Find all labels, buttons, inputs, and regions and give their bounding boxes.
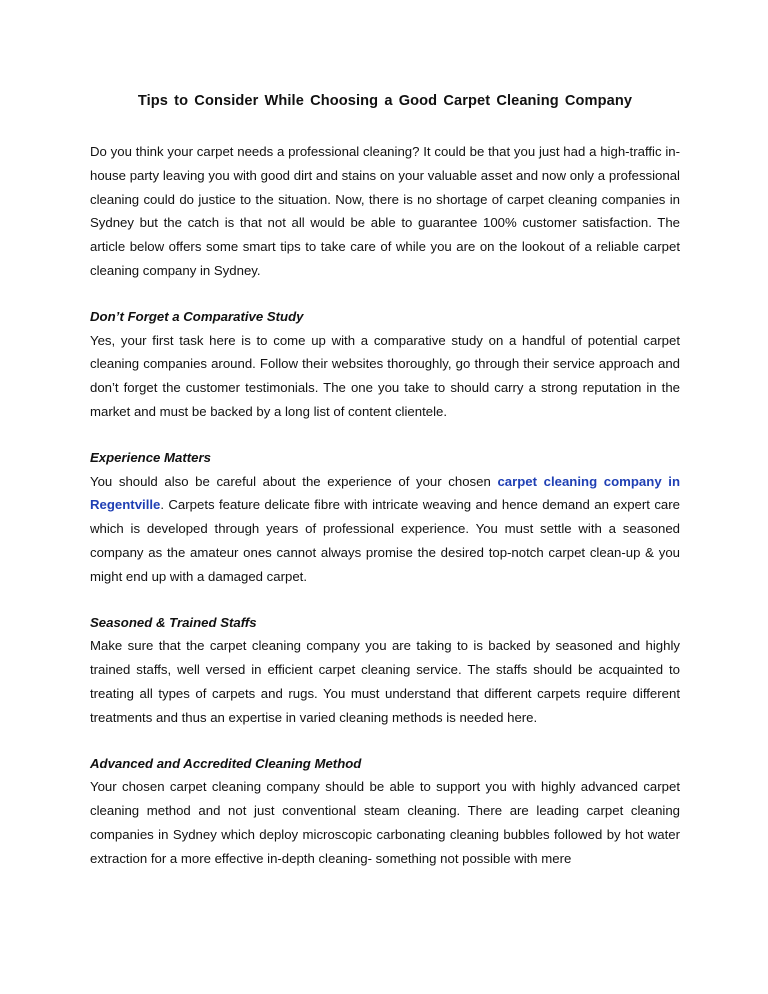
section-experience-matters [90,446,680,589]
section-heading: Experience Matters [90,449,211,465]
section-cleaning-method [90,752,680,871]
section-body: Your chosen carpet cleaning company should be able to support you with highly advanced carpet cleaning method and not just conventional steam cleaning. There are leading carpet cleaning companies in Sydney which deploy microscopic carbonating cleaning bubbles followed by hot water extraction for a more effective in-depth cleaning- something not possible with mere [90,779,680,866]
section-body [90,470,680,589]
body-text-after-link: . Carpets feature delicate fibre with intricate weaving and hence demand an expert care which is developed through years of professional experience. You must settle with a seasoned company as the amateur ones cannot always promise the desired top-notch carpet clean-up & you might end up with a damaged carpet. [90,497,680,584]
section-comparative-study [90,305,680,424]
carpet-cleaning-regentville-link[interactable]: carpet cleaning company in Regentville [90,473,680,513]
section-heading: Seasoned & Trained Staffs [90,614,257,630]
section-body: Make sure that the carpet cleaning company you are taking to is backed by seasoned and highly trained staffs, well versed in efficient carpet cleaning service. The staffs should be acquainted to treating all types of carpets and rugs. You must understand that different carpets require different treatments and thus an expertise in varied cleaning methods is needed here. [90,638,680,725]
intro-paragraph: Do you think your carpet needs a professional cleaning? It could be that you just had a high-traffic in-house party leaving you with good dirt and stains on your valuable asset and now only a professional cleaning could do justice to the situation. Now, there is no shortage of carpet cleaning companies in Sydney but the catch is that not all would be able to guarantee 100% customer satisfaction. The article below offers some smart tips to take care of while you are on the lookout of a reliable carpet cleaning company in Sydney. [90,144,680,278]
section-body: Yes, your first task here is to come up with a comparative study on a handful of potential carpet cleaning companies around. Follow their websites thoroughly, go through their service approach and don’t forget the customer testimonials. The one you take to should carry a strong reputation in the market and must be backed by a long list of content clientele. [90,332,680,419]
body-text-before-link: You should also be careful about the experience of your chosen [90,473,498,489]
document-title: Tips to Consider While Choosing a Good Carpet Cleaning Company [137,93,633,109]
section-heading: Advanced and Accredited Cleaning Method [90,755,362,771]
section-heading: Don’t Forget a Comparative Study [90,308,304,324]
document-page [90,92,680,871]
section-seasoned-staffs [90,611,680,730]
